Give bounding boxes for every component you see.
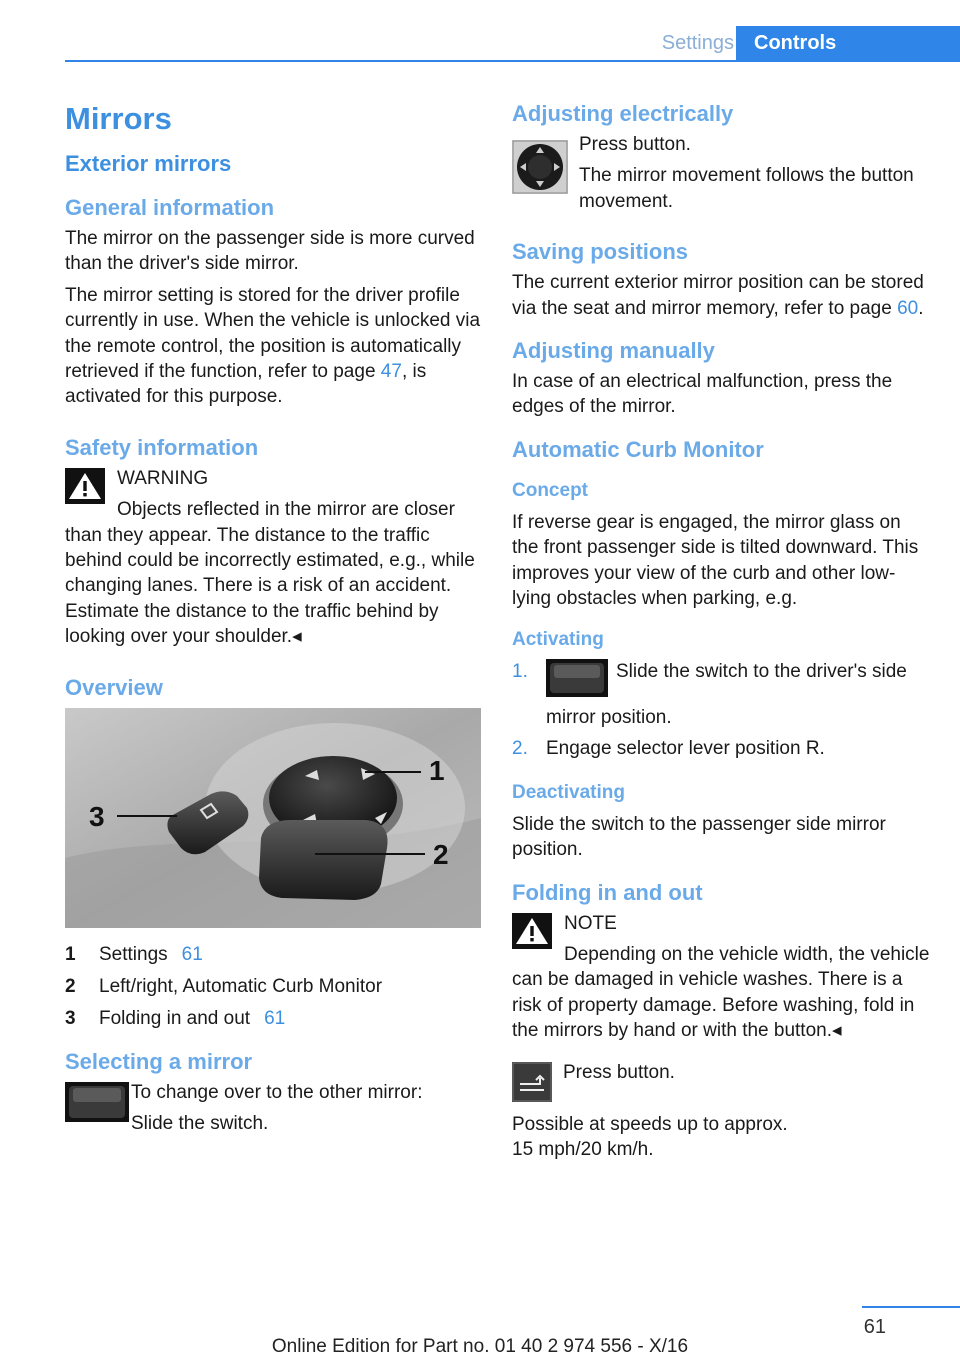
header-chapter-tab: Controls	[736, 26, 960, 60]
fold-mirror-button-icon	[512, 1062, 552, 1107]
left-column	[65, 100, 481, 1140]
safety-information-heading: Safety information	[65, 434, 259, 460]
general-information-p1: The mirror on the passenger side is more curved than the driver's side mirror.	[65, 228, 475, 275]
speed-line-2: 15 mph/20 km/h.	[512, 1138, 654, 1160]
page-link-61[interactable]: 61	[264, 1007, 286, 1029]
warning-label: WARNING	[117, 467, 209, 489]
speed-line-1: Possible at speeds up to approx.	[512, 1113, 788, 1135]
footer-edition: Online Edition for Part no. 01 40 2 974 556 - X/16	[271, 1336, 689, 1357]
list-item: 2. Engage selector lever position R.	[512, 738, 825, 760]
note-text: Depending on the vehicle width, the vehicle can be damaged in vehicle washes. There is a risk of property damage. Before washing, fold in the mirrors by hand or with the button.◂	[512, 943, 930, 1042]
warning-icon	[65, 468, 105, 504]
slide-switch-icon	[65, 1082, 129, 1127]
adjusting-electrically-line-1: Press button.	[579, 134, 691, 155]
list-item: 1. Slide the switch to the driver's side mirror position.	[512, 661, 907, 728]
adjusting-electrically-line-2: The mirror movement follows the button movement.	[579, 165, 914, 212]
fold-press-text: Press button.	[563, 1061, 675, 1083]
header-rule	[65, 60, 960, 62]
activating-steps	[512, 659, 932, 761]
callout-2: 2	[433, 838, 449, 870]
slide-switch-icon	[546, 659, 608, 704]
note-block	[512, 911, 932, 1044]
concept-text: If reverse gear is engaged, the mirror glass on the front passenger side is tilted downward. This improves your view of the curb and other low-lying obstacles when parking, e.g.	[512, 511, 919, 610]
legend-row: 1 Settings 61	[65, 943, 203, 965]
adjusting-electrically-heading: Adjusting electrically	[512, 101, 734, 126]
page-link-61[interactable]: 61	[181, 943, 203, 965]
fold-button-block	[512, 1060, 932, 1112]
general-information-p2: The mirror setting is stored for the driver profile currently in use. When the vehicle is unlocked via the remote control, the position is automatically retrieved if the function, refer to page 47, is activated for this purpose.	[65, 284, 481, 408]
adjusting-manually-text: In case of an electrical malfunction, press the edges of the mirror.	[512, 371, 893, 418]
curb-monitor-heading: Automatic Curb Monitor	[512, 436, 764, 462]
saving-positions-heading: Saving positions	[512, 239, 689, 265]
page-link-47[interactable]: 47	[380, 361, 402, 383]
warning-icon	[512, 913, 552, 949]
legend-row: 2 Left/right, Automatic Curb Monitor	[65, 975, 383, 997]
mirror-controls-photo	[65, 708, 481, 928]
overview-heading: Overview	[65, 674, 163, 700]
page-number: 61	[863, 1316, 886, 1338]
folding-heading: Folding in and out	[512, 879, 703, 905]
general-information-heading: General information	[65, 195, 275, 220]
deactivating-heading: Deactivating	[512, 781, 625, 803]
selecting-mirror-block	[65, 1080, 481, 1140]
warning-block	[65, 466, 481, 650]
header-section: Settings	[661, 32, 734, 54]
adjusting-electrically-block	[512, 132, 932, 214]
note-label: NOTE	[564, 912, 617, 934]
selecting-mirror-heading: Selecting a mirror	[65, 1048, 253, 1074]
deactivating-text: Slide the switch to the passenger side mirror position.	[512, 813, 886, 861]
concept-heading: Concept	[512, 479, 588, 501]
warning-text: Objects reflected in the mirror are closer than they appear. The distance to the traffic behind could be incorrectly estimated, e.g., while changing lanes. There is a risk of an accident. Estimate the distance to the traffic behind by looking over your shoulder.◂	[65, 499, 475, 648]
activating-heading: Activating	[512, 629, 604, 651]
legend-row: 3 Folding in and out 61	[65, 1007, 286, 1029]
adjusting-manually-heading: Adjusting manually	[512, 338, 715, 364]
page-title: Mirrors	[65, 101, 172, 136]
right-column	[512, 100, 932, 1168]
footer-rule	[862, 1306, 960, 1308]
overview-legend	[65, 942, 481, 1038]
callout-3: 3	[89, 800, 105, 832]
mirror-adjust-button-icon	[512, 140, 568, 199]
selecting-line-1: To change over to the other mirror:	[131, 1081, 423, 1103]
saving-positions-text: The current exterior mirror position can be stored via the seat and mirror memory, refer to page 60.	[512, 272, 924, 319]
page-link-60[interactable]: 60	[897, 297, 919, 319]
callout-1: 1	[429, 754, 445, 786]
exterior-mirrors-heading: Exterior mirrors	[65, 151, 232, 176]
selecting-line-2: Slide the switch.	[131, 1113, 269, 1135]
